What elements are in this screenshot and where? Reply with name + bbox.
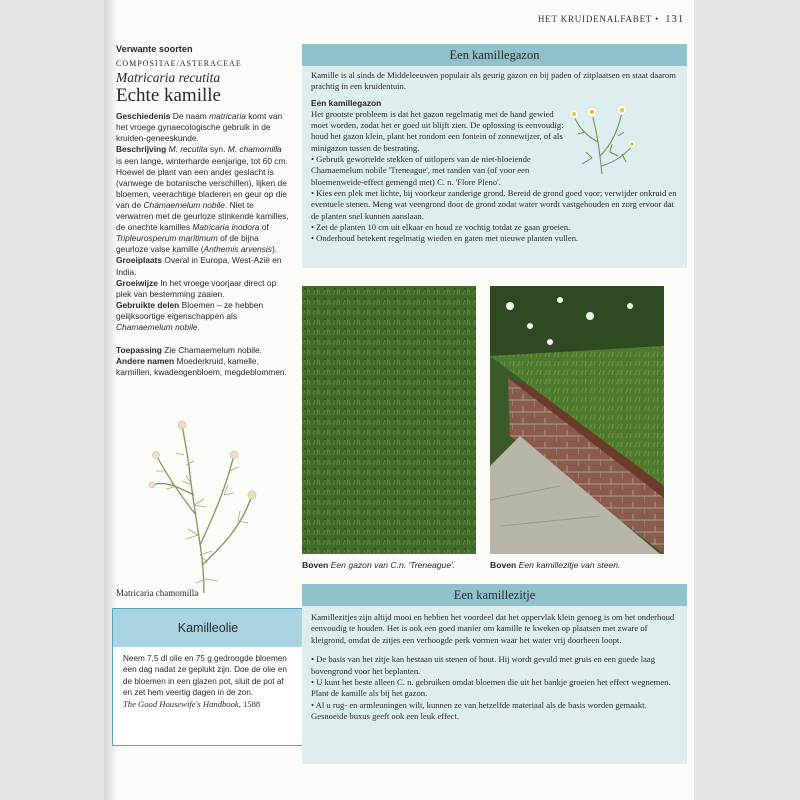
seat-bullet: • U kunt het beste alleen C. n. gebruiken omdat bloemen die uit het bankje groeien het effect wegnemen. Plant de kamille als bij het gazon. [311, 677, 671, 699]
oil-source: The Good Housewife's Handbook, 1588 [123, 698, 261, 709]
chamomile-illustration [134, 415, 284, 595]
chamomile-seat-photo [490, 286, 664, 554]
chamomile-lawn-box [302, 44, 687, 268]
entry-other-names: Andere namen Moederkruid, kamelle, karmillen, kwadeogenbloem, megdeblommen. [116, 356, 287, 378]
herb-entry [116, 44, 290, 378]
lawn-subheading: Een kamillegazon [311, 97, 382, 108]
plant-family: COMPOSITAE/ASTERACEAE [116, 59, 242, 69]
entry-history: Geschiedenis De naam matricaria komt van het vroege gynaecologische gebruik in de kruiden-geneeskunde. [116, 111, 283, 144]
entry-habitat: Groeiplaats Overal in Europa, West-Azië en India. [116, 255, 282, 277]
lawn-paragraph: Het grootste probleem is dat het gazon regelmatig met de hand gewied moet worden, zodat het er goed uit blijft zien. De oplossing is eenvoudig: houd het gazon klein, plant het rondom een fontein of zonnewijzer, of als minigazon tussen de bestrating. [311, 108, 564, 153]
entry-parts-used: Gebruikte delen Bloemen – ze hebben gelijksoortige eigenschappen als Chamaemelum nobile. [116, 299, 264, 332]
oil-recipe-text: Neem 7,5 dl olie en 75 g gedroogde bloemen een dag nadat ze geplukt zijn. Doe de olie en de bloemen in een glazen pot, sluit de pot af en zet hem veertig dagen in de zon. [123, 654, 287, 698]
related-species-heading: Verwante soorten [116, 44, 193, 54]
photo-caption: Boven Een gazon van C.n. 'Treneague'. [302, 560, 456, 570]
entry-title: Echte kamille [116, 85, 221, 107]
chamomile-flower-illustration [562, 96, 640, 176]
photo-caption: Boven Een kamillezitje van steen. [490, 560, 621, 570]
lawn-bullet: • Zet de planten 10 cm uit elkaar en houd ze vochtig totdat ze gaan groeien. [311, 221, 571, 232]
chamomile-seat-box [302, 584, 687, 764]
lawn-intro: Kamille is al sinds de Middeleeuwen populair als geurig gazon en bij paden of zitplaatsen en staat daarom prachtig in een kruidentuin. [311, 70, 676, 92]
oil-box-title: Kamilleolie [113, 609, 303, 647]
seat-intro: Kamillezitjes zijn altijd mooi en hebben het voordeel dat het oppervlak klein genoeg is om het onderhoud eenvoudig te houden. Het is ook een goed manier om kamille te kweken op plaatsen met zware of kleigrond, omdat de zitjes een verhoogde perk vormen waar het water vrij doorheen loopt. [311, 612, 675, 645]
seat-box-title: Een kamillezitje [302, 584, 687, 606]
lawn-box-title: Een kamillegazon [302, 44, 687, 66]
lawn-bullet: • Onderhoud betekent regelmatig wieden en gaten met nieuwe planten vullen. [311, 233, 579, 244]
seat-bullet: • De basis van het zitje kan bestaan uit stenen of hout. Hij wordt gevuld met gruis en een goede laag bovengrond voor het beplanten. [311, 654, 656, 676]
header-bullet: • [655, 14, 660, 24]
lawn-bullet: • Gebruik gewortelde stekken of uitlopers van de niet-bloeiende Chamaemelum nobile 'Treneague', met randen van (of voor een bloemenweide-effect gemengd met) C. n. 'Flore Pleno'. [311, 154, 531, 187]
book-page [104, 0, 694, 800]
entry-description: Beschrijving M. recutita syn. M. chamomilla is een lange, winterharde eenjarige, tot 60 cm. Hoewel de plant van een ander geslacht is (vanwege de botanische verschillen), lijken de bloemen, veerachtige bladeren en geur op die van de Chamaemelum nobile. Niet te verwarren met de geurloze stinkende kamilles, de onechte kamilles Matricaria inodora of Tripleurosperum maritimum of de bijna geurloze valse kamille (Anthemis arvensis). [116, 144, 289, 255]
section-title: HET KRUIDENALFABET [537, 14, 653, 24]
entry-cultivation: Groeiwijze In het vroege voorjaar direct op plek van bestemming zaaien. [116, 277, 277, 299]
oil-recipe-box [112, 608, 304, 746]
illustration-caption: Matricaria chamomilla [116, 588, 199, 598]
seat-bullet: • Al u rug- en armleuningen wilt, kunnen ze van hetzelfde materiaal als de basis worden gemaakt. Gesnoeide buxus geeft ook een leuk effect. [311, 699, 647, 722]
running-header [538, 13, 684, 25]
entry-application: Toepassing Zie Chamaemelum nobile. [116, 345, 263, 356]
latin-name: Matricaria recutita [116, 70, 221, 86]
lawn-bullet: • Kies een plek met lichte, bij voorkeur zanderige grond. Bereid de grond goed voor; verwijder onkruid en eventuele stenen. Meng wat veengrond door de grond zodat water wordt vastgehouden en zorg ervoor dat de planten snel kunnen aanslaan. [311, 187, 677, 221]
lawn-photo [302, 286, 476, 554]
page-number: 131 [665, 13, 684, 25]
